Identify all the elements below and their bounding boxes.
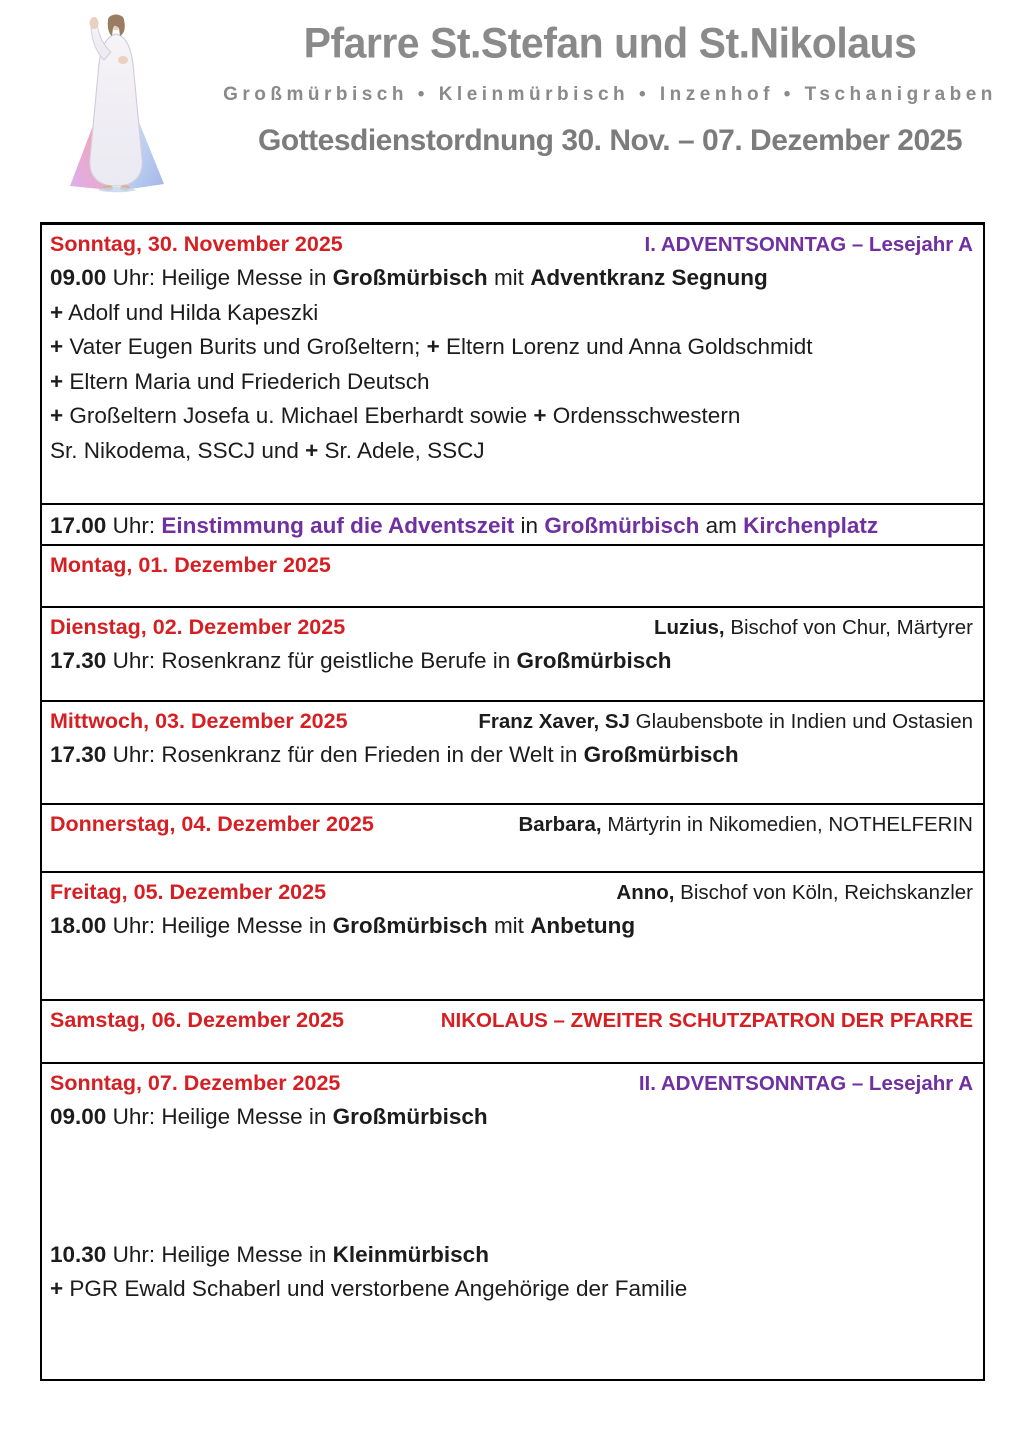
- row-feast-note: [616, 878, 973, 908]
- text-segment: Adolf und Hilda Kapeszki: [63, 299, 319, 325]
- text-segment: Uhr: Rosenkranz für den Frieden in der Welt in: [106, 741, 584, 767]
- text-segment: Uhr:: [106, 513, 162, 538]
- text-segment: in: [514, 513, 545, 538]
- text-segment: Franz Xaver, SJ: [478, 709, 630, 733]
- schedule-table: [40, 222, 985, 1381]
- service-line: [50, 261, 973, 296]
- text-segment: Adventkranz Segnung: [530, 265, 768, 290]
- text-segment: Großeltern Josefa u. Michael Eberhardt sowie: [63, 403, 534, 428]
- schedule-row-sonntag-30-november-abend: [42, 503, 983, 544]
- service-line: [50, 509, 973, 544]
- text-segment: Anno,: [616, 880, 675, 904]
- row-day-label: Sonntag, 30. November 2025: [50, 232, 343, 256]
- text-segment: +: [50, 299, 64, 325]
- schedule-row-samstag-06-dezember: [42, 999, 983, 1062]
- text-segment: Großmürbisch: [583, 741, 739, 767]
- text-segment: Großmürbisch: [544, 513, 700, 538]
- text-segment: Uhr: Rosenkranz für geistliche Berufe in: [106, 647, 517, 673]
- service-line: [50, 644, 973, 679]
- service-line: [50, 1272, 973, 1307]
- text-segment: NIKOLAUS – ZWEITER SCHUTZPATRON DER PFARRE: [440, 1008, 973, 1032]
- text-segment: +: [426, 334, 440, 359]
- text-segment: PGR Ewald Schaberl und verstorbene Angehörige der Familie: [63, 1276, 688, 1301]
- text-segment: Luzius,: [654, 615, 725, 639]
- text-segment: +: [533, 403, 547, 428]
- row-header: [50, 612, 973, 643]
- text-segment: Großmürbisch: [332, 912, 488, 938]
- text-segment: Uhr: Heilige Messe in: [106, 1241, 333, 1267]
- schedule-row-dienstag-02-dezember: [42, 606, 983, 700]
- row-day-label: Mittwoch, 03. Dezember 2025: [50, 708, 348, 733]
- text-segment: Uhr: Heilige Messe in: [106, 265, 333, 290]
- text-segment: +: [50, 368, 64, 394]
- row-feast-note: [518, 810, 973, 840]
- row-day-label: Samstag, 06. Dezember 2025: [50, 1007, 344, 1032]
- text-segment: 18.00: [50, 912, 107, 938]
- row-feast-note: [645, 230, 973, 260]
- schedule-row-montag-01-dezember: [42, 544, 983, 606]
- row-header: [50, 550, 973, 580]
- text-segment: Großmürbisch: [332, 1103, 488, 1129]
- text-segment: II. ADVENTSONNTAG – Lesejahr A: [638, 1071, 973, 1095]
- service-line: [50, 296, 973, 331]
- service-line: [50, 330, 973, 365]
- header-text-block: [195, 20, 1025, 158]
- service-line: [50, 1203, 973, 1238]
- text-segment: +: [305, 437, 319, 463]
- service-line: [50, 1134, 973, 1169]
- text-segment: Kleinmürbisch: [332, 1241, 489, 1267]
- row-header: [50, 1068, 973, 1099]
- text-segment: Bischof von Chur, Märtyrer: [724, 615, 973, 639]
- schedule-row-donnerstag-04-dezember: [42, 803, 983, 871]
- villages-subtitle: Großmürbisch • Kleinmürbisch • Inzenhof • Tschanigraben: [223, 84, 997, 106]
- document-header: [0, 0, 1030, 222]
- text-segment: Sr. Adele, SSCJ: [318, 437, 485, 463]
- text-segment: Eltern Maria und Friederich Deutsch: [63, 368, 430, 394]
- parish-title: Pfarre St.Stefan und St.Nikolaus: [303, 18, 917, 68]
- text-segment: I. ADVENTSONNTAG – Lesejahr A: [644, 233, 973, 256]
- text-segment: Bischof von Köln, Reichskanzler: [674, 880, 973, 904]
- text-segment: +: [50, 1276, 64, 1301]
- text-segment: Eltern Lorenz und Anna Goldschmidt: [439, 334, 813, 359]
- text-segment: Anbetung: [530, 912, 636, 938]
- row-day-label: Donnerstag, 04. Dezember 2025: [50, 811, 374, 836]
- text-segment: +: [50, 403, 64, 428]
- text-segment: Großmürbisch: [332, 265, 488, 290]
- text-segment: mit: [487, 265, 531, 290]
- service-line: [50, 365, 973, 400]
- schedule-row-mittwoch-03-dezember: [42, 700, 983, 803]
- text-segment: Barbara,: [518, 812, 602, 836]
- row-feast-note: [639, 1069, 973, 1099]
- text-segment: mit: [487, 912, 531, 938]
- text-segment: Vater Eugen Burits und Großeltern;: [63, 334, 427, 359]
- text-segment: Glaubensbote in Indien und Ostasien: [629, 709, 973, 733]
- service-line: [50, 909, 973, 944]
- service-line: [50, 1100, 973, 1135]
- text-segment: 17.00: [50, 513, 107, 538]
- text-segment: Uhr: Heilige Messe in: [106, 912, 333, 938]
- text-segment: +: [50, 334, 64, 359]
- row-day-label: Dienstag, 02. Dezember 2025: [50, 614, 346, 639]
- row-day-label: Freitag, 05. Dezember 2025: [50, 879, 327, 904]
- text-segment: Uhr: Heilige Messe in: [106, 1103, 333, 1129]
- service-line: [50, 738, 973, 773]
- service-line: [50, 1238, 973, 1273]
- row-header: [50, 1005, 973, 1036]
- row-header: [50, 877, 973, 908]
- schedule-row-sonntag-30-november: [42, 225, 983, 503]
- text-segment: 09.00: [50, 1103, 107, 1129]
- schedule-row-sonntag-07-dezember: [42, 1062, 983, 1379]
- text-segment: 17.30: [50, 741, 107, 767]
- text-segment: Märtyrin in Nikomedien, NOTHELFERIN: [601, 812, 973, 836]
- text-segment: Kirchenplatz: [743, 513, 879, 538]
- text-segment: Großmürbisch: [516, 647, 672, 673]
- schedule-row-freitag-05-dezember: [42, 871, 983, 999]
- text-segment: Einstimmung auf die Adventszeit: [161, 513, 515, 538]
- row-header: [50, 706, 973, 737]
- service-line: [50, 1169, 973, 1204]
- text-segment: Sr. Nikodema, SSCJ und: [50, 437, 306, 463]
- service-line: [50, 399, 973, 434]
- text-segment: am: [699, 513, 744, 538]
- row-day-label: Montag, 01. Dezember 2025: [50, 552, 331, 577]
- text-segment: 17.30: [50, 647, 107, 673]
- text-segment: Ordensschwestern: [546, 403, 741, 428]
- row-feast-note: [478, 707, 973, 737]
- text-segment: 09.00: [50, 265, 107, 290]
- row-feast-note: [654, 613, 973, 643]
- row-header: [50, 809, 973, 840]
- row-day-label: Sonntag, 07. Dezember 2025: [50, 1070, 341, 1095]
- text-segment: 10.30: [50, 1241, 107, 1267]
- row-header: [50, 229, 973, 260]
- service-line: [50, 434, 973, 469]
- schedule-title: Gottesdienstordnung 30. Nov. – 07. Dezember 2025: [258, 124, 962, 158]
- divine-mercy-jesus-image: [64, 8, 168, 194]
- row-feast-note: [441, 1006, 973, 1036]
